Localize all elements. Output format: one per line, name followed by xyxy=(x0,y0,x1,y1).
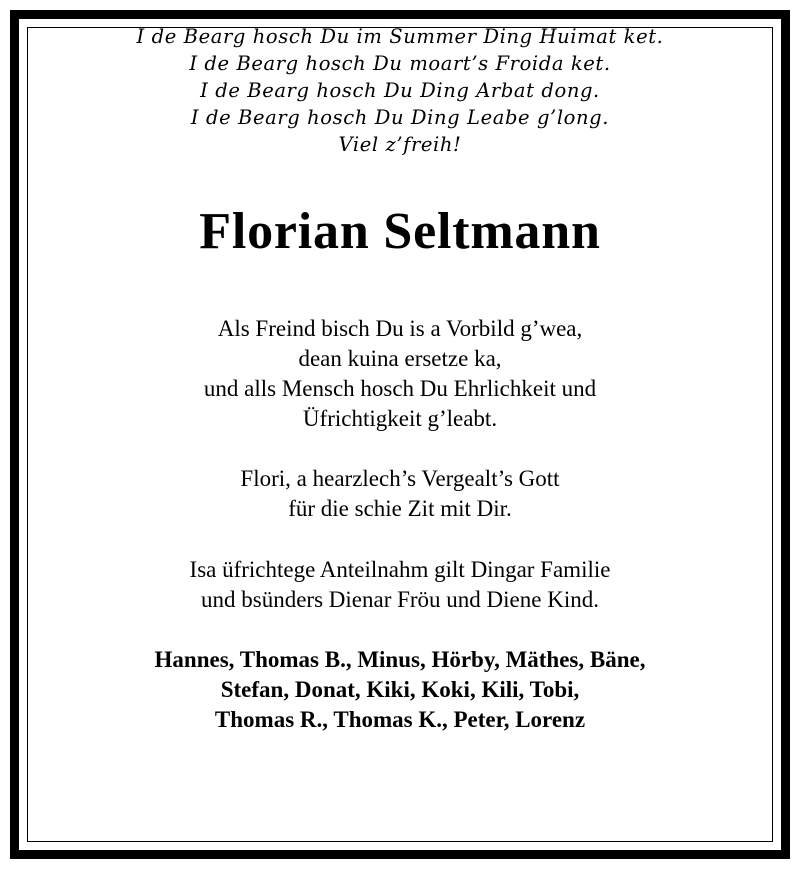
signatures xyxy=(20,645,780,735)
poem xyxy=(20,23,780,158)
thanks-line: für die schie Zit mit Dir. xyxy=(288,496,512,521)
signature-line: Thomas R., Thomas K., Peter, Lorenz xyxy=(214,707,586,732)
thanks-line: Flori, a hearzlech’s Vergealt’s Gott xyxy=(240,466,560,491)
condolence-line: und bsünders Dienar Fröu und Diene Kind. xyxy=(201,587,599,612)
poem-line: I de Bearg hosch Du moart’s Froida ket. xyxy=(189,52,611,75)
condolence-paragraph xyxy=(20,555,780,615)
deceased-name: Florian Seltmann xyxy=(199,203,601,260)
poem-line: I de Bearg hosch Du im Summer Ding Huimat ket. xyxy=(136,25,664,48)
tribute-line: Üfrichtigkeit g’leabt. xyxy=(302,406,498,431)
tribute-line: dean kuina ersetze ka, xyxy=(298,346,502,371)
thanks-paragraph xyxy=(20,464,780,524)
signature-line: Stefan, Donat, Kiki, Koki, Kili, Tobi, xyxy=(220,677,580,702)
obituary-content xyxy=(20,23,780,735)
poem-line: Viel z’freih! xyxy=(338,133,462,156)
signature-line: Hannes, Thomas B., Minus, Hörby, Mäthes, Bäne, xyxy=(154,647,646,672)
tribute-paragraph xyxy=(20,314,780,434)
tribute-line: und alls Mensch hosch Du Ehrlichkeit und xyxy=(203,376,597,401)
poem-line: I de Bearg hosch Du Ding Leabe g’long. xyxy=(190,106,610,129)
condolence-line: Isa üfrichtege Anteilnahm gilt Dingar Familie xyxy=(189,557,611,582)
poem-line: I de Bearg hosch Du Ding Arbat dong. xyxy=(200,79,600,102)
tribute-line: Als Freind bisch Du is a Vorbild g’wea, xyxy=(217,316,583,341)
